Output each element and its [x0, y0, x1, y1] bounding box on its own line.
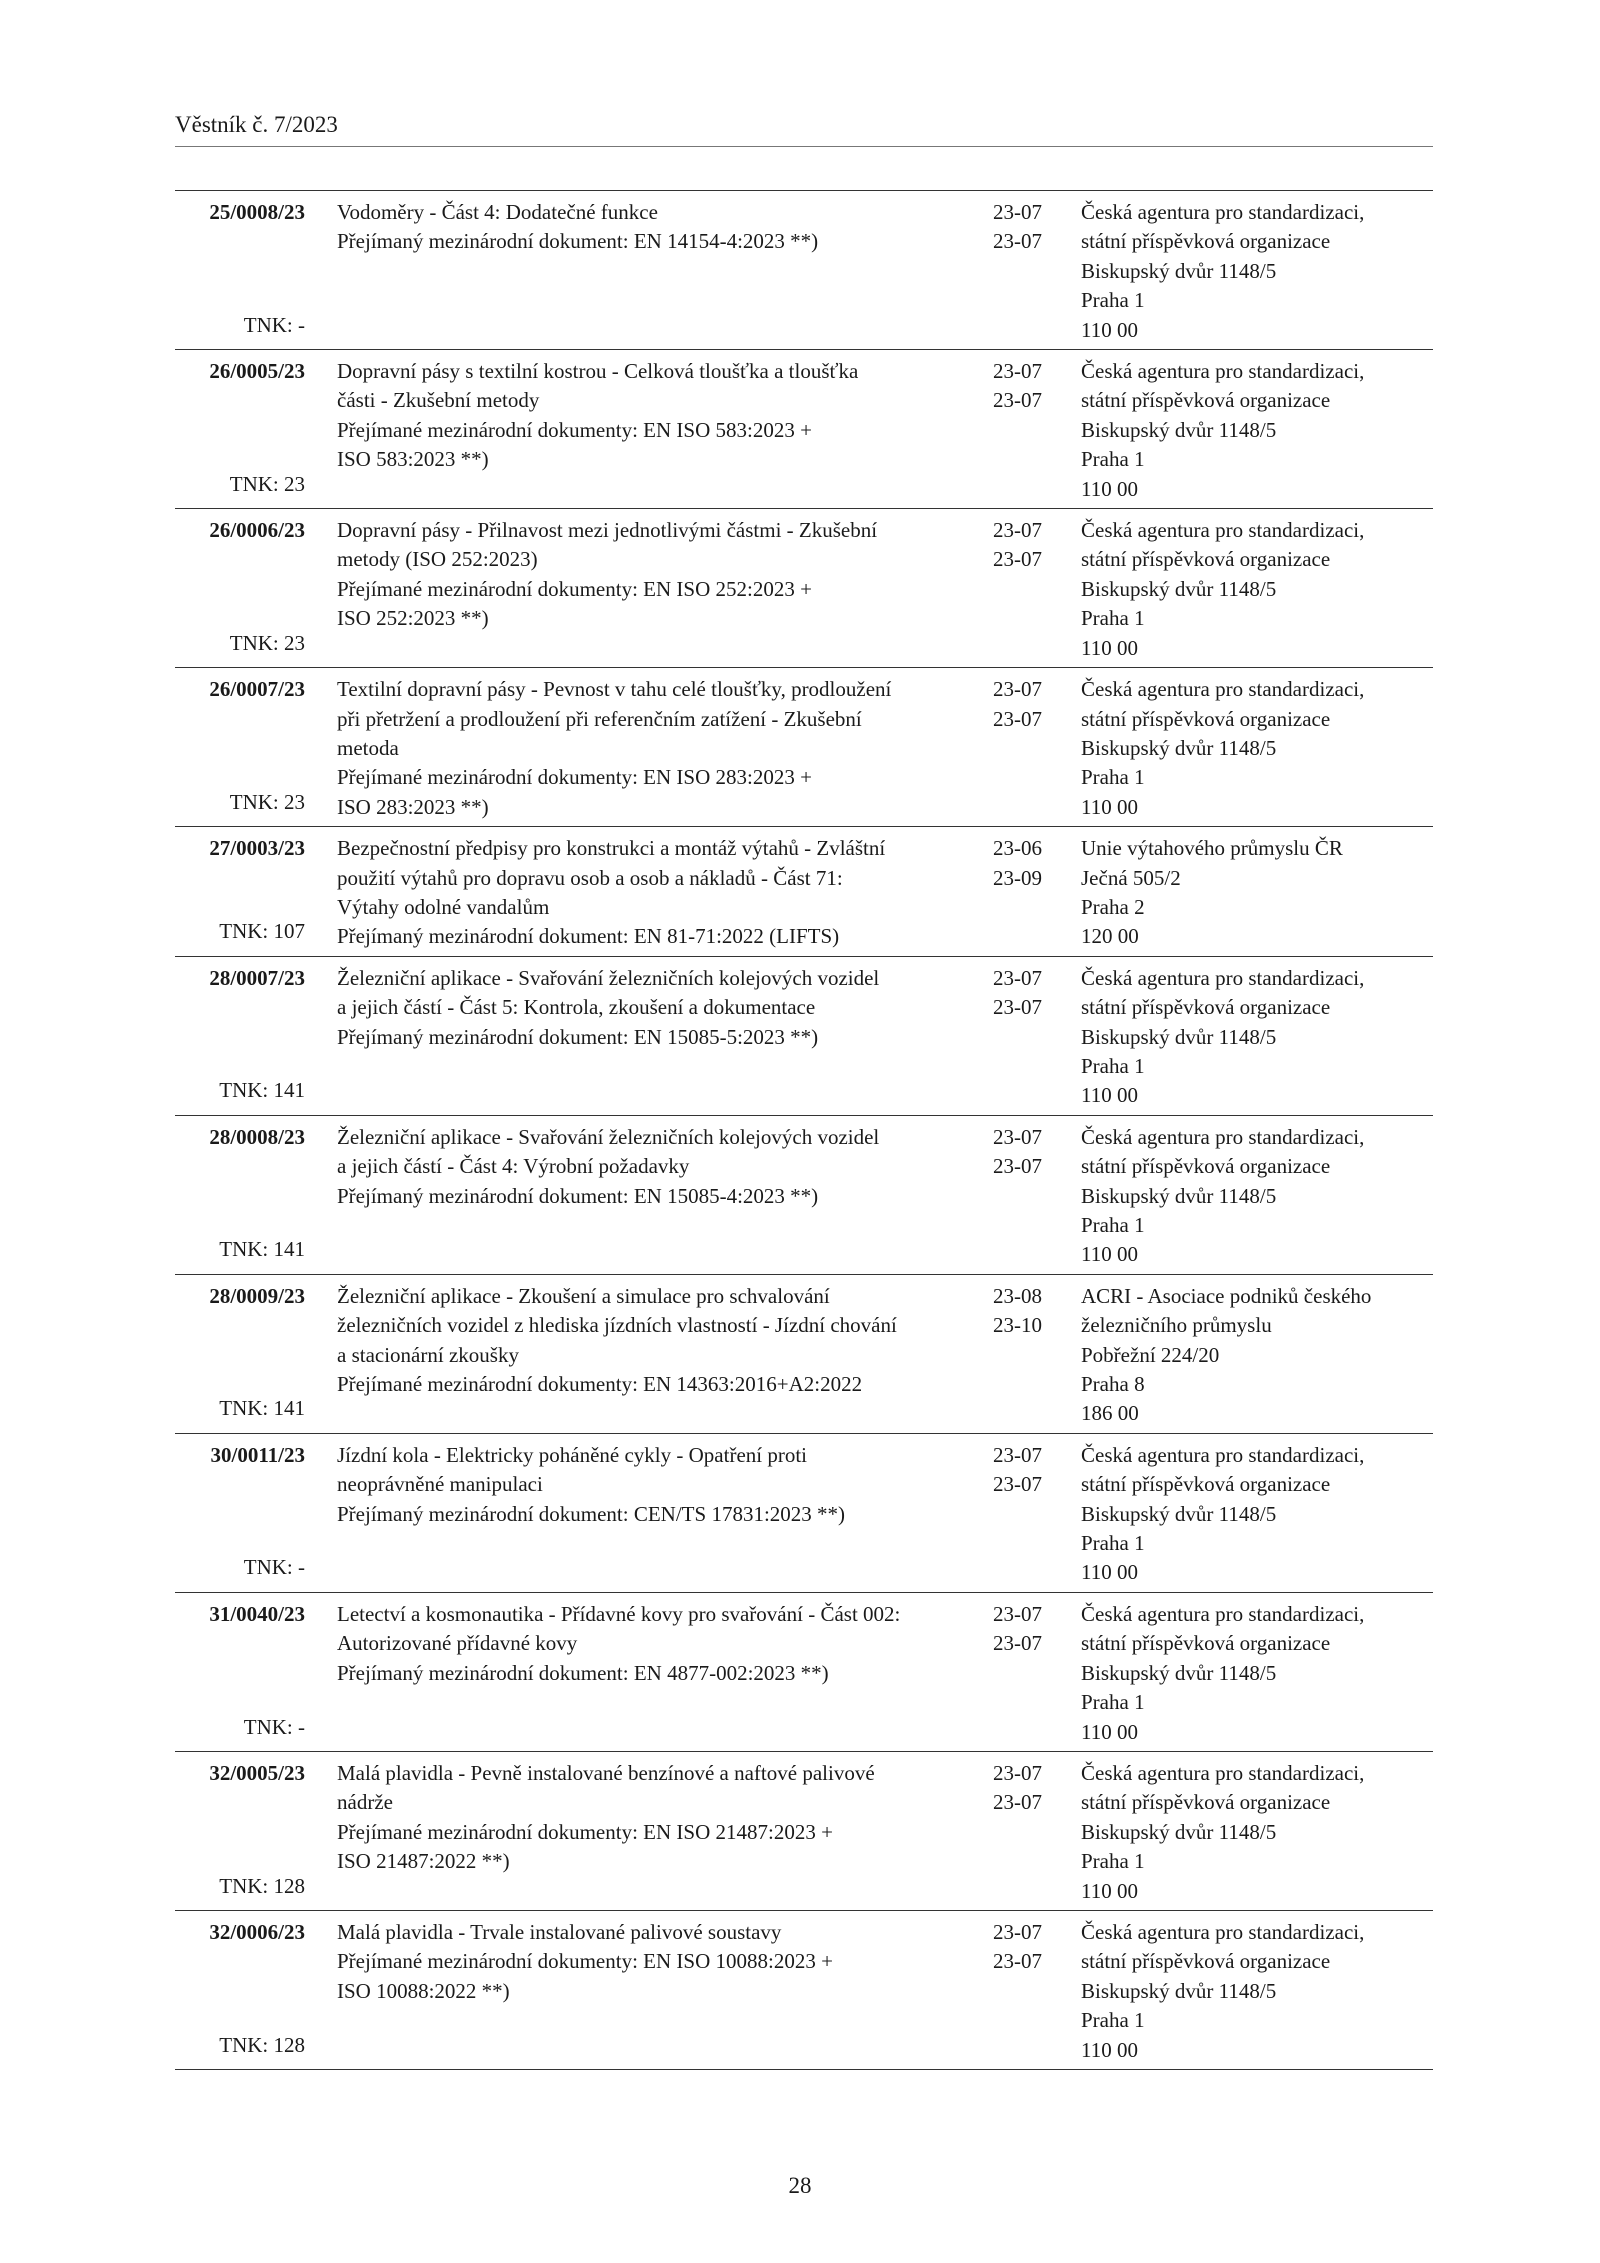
entry-title-line: nádrže — [337, 1790, 393, 1815]
entry-organization-line: Biskupský dvůr 1148/5 — [1081, 1819, 1277, 1844]
entry-organization-line: 110 00 — [1081, 1560, 1138, 1585]
entry-organization-line: Česká agentura pro standardizaci, — [1081, 200, 1365, 224]
list-item — [175, 1752, 1433, 1911]
entry-title-line: Železniční aplikace - Svařování železničních kolejových vozidel — [337, 965, 880, 990]
entry-organization — [1073, 1123, 1428, 1270]
entry-dates — [983, 1441, 1073, 1588]
entry-organization-line: Česká agentura pro standardizaci, — [1081, 1124, 1365, 1149]
list-item — [175, 1593, 1433, 1752]
entry-title-line: Textilní dopravní pásy - Pevnost v tahu celé tloušťky, prodloužení — [337, 677, 892, 702]
entry-organization — [1073, 834, 1428, 952]
entry-id-column — [175, 1282, 313, 1429]
entry-title-line: použití výtahů pro dopravu osob a osob a nákladů - Část 71: — [337, 865, 843, 890]
entry-organization — [1073, 198, 1428, 345]
entry-title-line: Dopravní pásy s textilní kostrou - Celková tloušťka a tloušťka — [337, 359, 859, 384]
entry-organization-line: státní příspěvková organizace — [1081, 388, 1331, 413]
entry-organization-line: Praha 1 — [1081, 1690, 1145, 1715]
entry-organization-line: státní příspěvková organizace — [1081, 229, 1331, 254]
list-item — [175, 191, 1433, 350]
entry-id-column — [175, 516, 313, 663]
entry-date: 23-09 — [993, 865, 1042, 890]
entry-date: 23-07 — [993, 965, 1042, 990]
page-number: 28 — [788, 2173, 812, 2198]
entry-dates — [983, 964, 1073, 1111]
entry-id-column — [175, 1123, 313, 1270]
entry-code: 25/0008/23 — [209, 200, 305, 224]
entry-date: 23-07 — [993, 359, 1042, 384]
list-item — [175, 1434, 1433, 1593]
entry-title-line: Přejímané mezinárodní dokumenty: EN ISO 583:2023 + — [337, 417, 812, 442]
entry-dates — [983, 1759, 1073, 1906]
entry-title-line: a jejich částí - Část 4: Výrobní požadavky — [337, 1154, 690, 1179]
entry-dates — [983, 1282, 1073, 1429]
entry-organization-line: Biskupský dvůr 1148/5 — [1081, 1660, 1277, 1685]
entry-organization-line: 110 00 — [1081, 1878, 1138, 1903]
entry-code: 28/0009/23 — [209, 1283, 305, 1308]
entry-date: 23-07 — [993, 1601, 1042, 1626]
entry-title-line: Přejímané mezinárodní dokumenty: EN ISO 252:2023 + — [337, 576, 812, 601]
entry-title-line: Dopravní pásy - Přilnavost mezi jednotlivými částmi - Zkušební — [337, 518, 878, 543]
entry-title-line: metoda — [337, 735, 399, 760]
entry-organization — [1073, 675, 1428, 822]
entry-organization-line: Česká agentura pro standardizaci, — [1081, 359, 1365, 384]
entry-title-line: a jejich částí - Část 5: Kontrola, zkoušení a dokumentace — [337, 995, 816, 1020]
entry-date: 23-07 — [993, 518, 1042, 543]
entry-title-line: Přejímaný mezinárodní dokument: EN 81-71:2022 (LIFTS) — [337, 924, 840, 949]
entry-title — [313, 1600, 983, 1747]
entry-title — [313, 516, 983, 663]
entry-title-line: ISO 283:2023 **) — [337, 794, 489, 819]
entry-organization — [1073, 516, 1428, 663]
entry-organization-line: Biskupský dvůr 1148/5 — [1081, 1024, 1277, 1049]
entry-title — [313, 964, 983, 1111]
entry-tnk: TNK: 128 — [219, 1873, 305, 1898]
entry-date: 23-07 — [993, 1919, 1042, 1944]
entry-tnk: TNK: - — [243, 1714, 305, 1739]
entry-date: 23-07 — [993, 1442, 1042, 1467]
entry-organization-line: Česká agentura pro standardizaci, — [1081, 1601, 1365, 1626]
entry-title — [313, 1441, 983, 1588]
entry-organization-line: Pobřežní 224/20 — [1081, 1342, 1220, 1367]
entry-date: 23-07 — [993, 229, 1042, 254]
entry-title-line: ISO 21487:2022 **) — [337, 1849, 510, 1874]
entry-organization — [1073, 357, 1428, 504]
entry-title-line: Autorizované přídavné kovy — [337, 1631, 578, 1656]
entry-title — [313, 834, 983, 952]
entry-dates — [983, 198, 1073, 345]
entry-date: 23-07 — [993, 1949, 1042, 1974]
entry-title-line: a stacionární zkoušky — [337, 1342, 519, 1367]
entry-organization-line: Praha 1 — [1081, 606, 1145, 631]
entry-id-column — [175, 1441, 313, 1588]
entry-id-column — [175, 198, 313, 345]
entry-organization-line: Česká agentura pro standardizaci, — [1081, 677, 1365, 702]
entry-tnk: TNK: 107 — [219, 919, 305, 944]
entry-dates — [983, 1600, 1073, 1747]
entry-dates — [983, 1123, 1073, 1270]
entry-title-line: Přejímané mezinárodní dokumenty: EN ISO 283:2023 + — [337, 765, 812, 790]
entry-organization-line: 110 00 — [1081, 476, 1138, 501]
entry-code: 28/0008/23 — [209, 1124, 305, 1149]
entry-tnk: TNK: 128 — [219, 2032, 305, 2057]
list-item — [175, 957, 1433, 1116]
entry-organization-line: Biskupský dvůr 1148/5 — [1081, 1978, 1277, 2003]
entry-date: 23-07 — [993, 1760, 1042, 1785]
entry-title-line: Přejímané mezinárodní dokumenty: EN 14363:2016+A2:2022 — [337, 1372, 863, 1397]
entry-id-column — [175, 1600, 313, 1747]
entry-date: 23-07 — [993, 677, 1042, 702]
entry-organization-line: státní příspěvková organizace — [1081, 1790, 1331, 1815]
entry-title-line: Výtahy odolné vandalům — [337, 894, 550, 919]
entry-organization-line: 110 00 — [1081, 635, 1138, 660]
entry-title-line: Vodoměry - Část 4: Dodatečné funkce — [337, 200, 658, 224]
entry-organization-line: Biskupský dvůr 1148/5 — [1081, 258, 1277, 283]
list-item — [175, 827, 1433, 957]
entry-title-line: Přejímané mezinárodní dokumenty: EN ISO 10088:2023 + — [337, 1949, 833, 1974]
entry-title-line: ISO 10088:2022 **) — [337, 1978, 510, 2003]
entry-date: 23-07 — [993, 1472, 1042, 1497]
entry-id-column — [175, 357, 313, 504]
entry-date: 23-07 — [993, 1631, 1042, 1656]
entry-dates — [983, 1918, 1073, 2065]
list-item — [175, 1275, 1433, 1434]
entry-title-line: ISO 252:2023 **) — [337, 606, 489, 631]
entry-organization — [1073, 1918, 1428, 2065]
entry-organization-line: Praha 1 — [1081, 447, 1145, 472]
entry-code: 27/0003/23 — [209, 836, 305, 861]
entry-organization-line: Praha 1 — [1081, 1213, 1145, 1237]
entry-organization-line: státní příspěvková organizace — [1081, 1949, 1331, 1974]
entry-code: 31/0040/23 — [209, 1601, 305, 1626]
entry-title — [313, 1918, 983, 2065]
entry-tnk: TNK: 141 — [219, 1396, 305, 1421]
list-item — [175, 1116, 1433, 1275]
entry-tnk: TNK: 23 — [229, 630, 305, 655]
entry-organization-line: státní příspěvková organizace — [1081, 1472, 1331, 1497]
entry-title-line: Bezpečnostní předpisy pro konstrukci a montáž výtahů - Zvláštní — [337, 836, 886, 861]
entry-organization-line: 110 00 — [1081, 2037, 1138, 2062]
entry-code: 32/0006/23 — [209, 1919, 305, 1944]
entry-organization-line: Česká agentura pro standardizaci, — [1081, 1760, 1365, 1785]
entry-organization-line: Česká agentura pro standardizaci, — [1081, 965, 1365, 990]
entry-title — [313, 1759, 983, 1906]
entry-organization-line: Praha 1 — [1081, 1849, 1145, 1874]
entry-title-line: ISO 583:2023 **) — [337, 447, 489, 472]
entry-tnk: TNK: - — [243, 1555, 305, 1580]
entry-tnk: TNK: - — [243, 312, 305, 337]
entry-organization-line: Praha 1 — [1081, 288, 1145, 313]
entry-organization-line: 120 00 — [1081, 924, 1139, 949]
entry-date: 23-07 — [993, 200, 1042, 224]
entry-title-line: Jízdní kola - Elektricky poháněné cykly - Opatření proti — [337, 1442, 808, 1467]
list-item — [175, 1911, 1433, 2070]
entry-date: 23-07 — [993, 547, 1042, 572]
journal-title: Věstník č. 7/2023 — [175, 112, 338, 137]
entry-organization-line: Česká agentura pro standardizaci, — [1081, 1919, 1365, 1944]
entry-organization-line: 110 00 — [1081, 1719, 1138, 1744]
entry-organization-line: 186 00 — [1081, 1401, 1139, 1426]
entry-organization-line: Praha 1 — [1081, 1531, 1145, 1556]
entry-organization-line: ACRI - Asociace podniků českého — [1081, 1283, 1372, 1308]
entry-title — [313, 1282, 983, 1429]
entry-title-line: Malá plavidla - Pevně instalované benzínové a naftové palivové — [337, 1760, 875, 1785]
entry-organization — [1073, 1759, 1428, 1906]
entry-date: 23-10 — [993, 1313, 1042, 1338]
entry-organization-line: státní příspěvková organizace — [1081, 1154, 1331, 1179]
entry-organization-line: 110 00 — [1081, 317, 1138, 342]
entry-organization-line: Biskupský dvůr 1148/5 — [1081, 576, 1277, 601]
entry-dates — [983, 675, 1073, 822]
entry-tnk: TNK: 23 — [229, 471, 305, 496]
standards-list — [175, 190, 1433, 2070]
entry-title-line: při přetržení a prodloužení při referenčním zatížení - Zkušební — [337, 706, 862, 731]
entry-code: 26/0007/23 — [209, 677, 305, 702]
entry-organization-line: státní příspěvková organizace — [1081, 706, 1331, 731]
entry-code: 26/0006/23 — [209, 518, 305, 543]
entry-date: 23-07 — [993, 1124, 1042, 1149]
entry-title — [313, 357, 983, 504]
entry-dates — [983, 834, 1073, 952]
entry-title-line: Železniční aplikace - Zkoušení a simulace pro schvalování — [337, 1283, 830, 1308]
entry-organization-line: Biskupský dvůr 1148/5 — [1081, 1501, 1277, 1526]
entry-title — [313, 675, 983, 822]
entry-organization-line: Praha 2 — [1081, 894, 1145, 919]
entry-title-line: Přejímané mezinárodní dokumenty: EN ISO 21487:2023 + — [337, 1819, 833, 1844]
entry-title-line: Přejímaný mezinárodní dokument: CEN/TS 17831:2023 **) — [337, 1501, 846, 1526]
entry-dates — [983, 357, 1073, 504]
entry-organization — [1073, 1600, 1428, 1747]
entry-date: 23-07 — [993, 706, 1042, 731]
entry-title-line: Přejímaný mezinárodní dokument: EN 14154-4:2023 **) — [337, 229, 819, 254]
entry-title-line: Železniční aplikace - Svařování železničních kolejových vozidel — [337, 1124, 880, 1149]
entry-organization-line: Biskupský dvůr 1148/5 — [1081, 735, 1277, 760]
entry-date: 23-07 — [993, 1790, 1042, 1815]
entry-id-column — [175, 1918, 313, 2065]
entry-date: 23-07 — [993, 388, 1042, 413]
entry-organization-line: 110 00 — [1081, 1083, 1138, 1108]
entry-organization-line: Česká agentura pro standardizaci, — [1081, 1442, 1365, 1467]
entry-organization-line: 110 00 — [1081, 1242, 1138, 1267]
entry-title — [313, 198, 983, 345]
entry-organization-line: Česká agentura pro standardizaci, — [1081, 518, 1365, 543]
entry-tnk: TNK: 141 — [219, 1078, 305, 1103]
entry-tnk: TNK: 23 — [229, 789, 305, 814]
entry-organization-line: Praha 1 — [1081, 1053, 1145, 1078]
entry-organization-line: železničního průmyslu — [1081, 1313, 1272, 1338]
entry-date: 23-07 — [993, 995, 1042, 1020]
entry-title-line: Malá plavidla - Trvale instalované palivové soustavy — [337, 1919, 782, 1944]
entry-organization — [1073, 1282, 1428, 1429]
entry-title-line: Přejímaný mezinárodní dokument: EN 4877-002:2023 **) — [337, 1660, 829, 1685]
entry-organization-line: 110 00 — [1081, 794, 1138, 819]
entry-dates — [983, 516, 1073, 663]
entry-organization-line: Praha 1 — [1081, 2008, 1145, 2033]
entry-date: 23-08 — [993, 1283, 1042, 1308]
list-item — [175, 350, 1433, 509]
entry-organization-line: státní příspěvková organizace — [1081, 547, 1331, 572]
entry-title-line: železničních vozidel z hlediska jízdních vlastností - Jízdní chování — [337, 1313, 897, 1338]
entry-title-line: Přejímaný mezinárodní dokument: EN 15085-5:2023 **) — [337, 1024, 819, 1049]
entry-title — [313, 1123, 983, 1270]
entry-organization-line: Biskupský dvůr 1148/5 — [1081, 417, 1277, 442]
entry-organization-line: Praha 8 — [1081, 1372, 1145, 1397]
list-item — [175, 509, 1433, 668]
page-header — [175, 112, 1433, 147]
entry-organization-line: státní příspěvková organizace — [1081, 995, 1331, 1020]
entry-title-line: části - Zkušební metody — [337, 388, 540, 413]
entry-id-column — [175, 964, 313, 1111]
entry-tnk: TNK: 141 — [219, 1237, 305, 1262]
entry-organization-line: Praha 1 — [1081, 765, 1145, 790]
entry-date: 23-07 — [993, 1154, 1042, 1179]
entry-code: 30/0011/23 — [210, 1442, 305, 1467]
entry-organization — [1073, 964, 1428, 1111]
entry-organization-line: Unie výtahového průmyslu ČR — [1081, 836, 1343, 861]
entry-title-line: neoprávněné manipulaci — [337, 1472, 543, 1497]
entry-code: 26/0005/23 — [209, 359, 305, 384]
entry-organization-line: Biskupský dvůr 1148/5 — [1081, 1183, 1277, 1208]
entry-date: 23-06 — [993, 836, 1042, 861]
entry-title-line: metody (ISO 252:2023) — [337, 547, 538, 572]
entry-code: 28/0007/23 — [209, 965, 305, 990]
entry-organization-line: státní příspěvková organizace — [1081, 1631, 1331, 1656]
entry-title-line: Přejímaný mezinárodní dokument: EN 15085-4:2023 **) — [337, 1183, 819, 1208]
list-item — [175, 668, 1433, 827]
entry-code: 32/0005/23 — [209, 1760, 305, 1785]
entry-id-column — [175, 675, 313, 822]
entry-organization — [1073, 1441, 1428, 1588]
entry-title-line: Letectví a kosmonautika - Přídavné kovy pro svařování - Část 002: — [337, 1601, 901, 1626]
entry-organization-line: Ječná 505/2 — [1081, 865, 1181, 890]
entry-id-column — [175, 1759, 313, 1906]
entry-id-column — [175, 834, 313, 952]
